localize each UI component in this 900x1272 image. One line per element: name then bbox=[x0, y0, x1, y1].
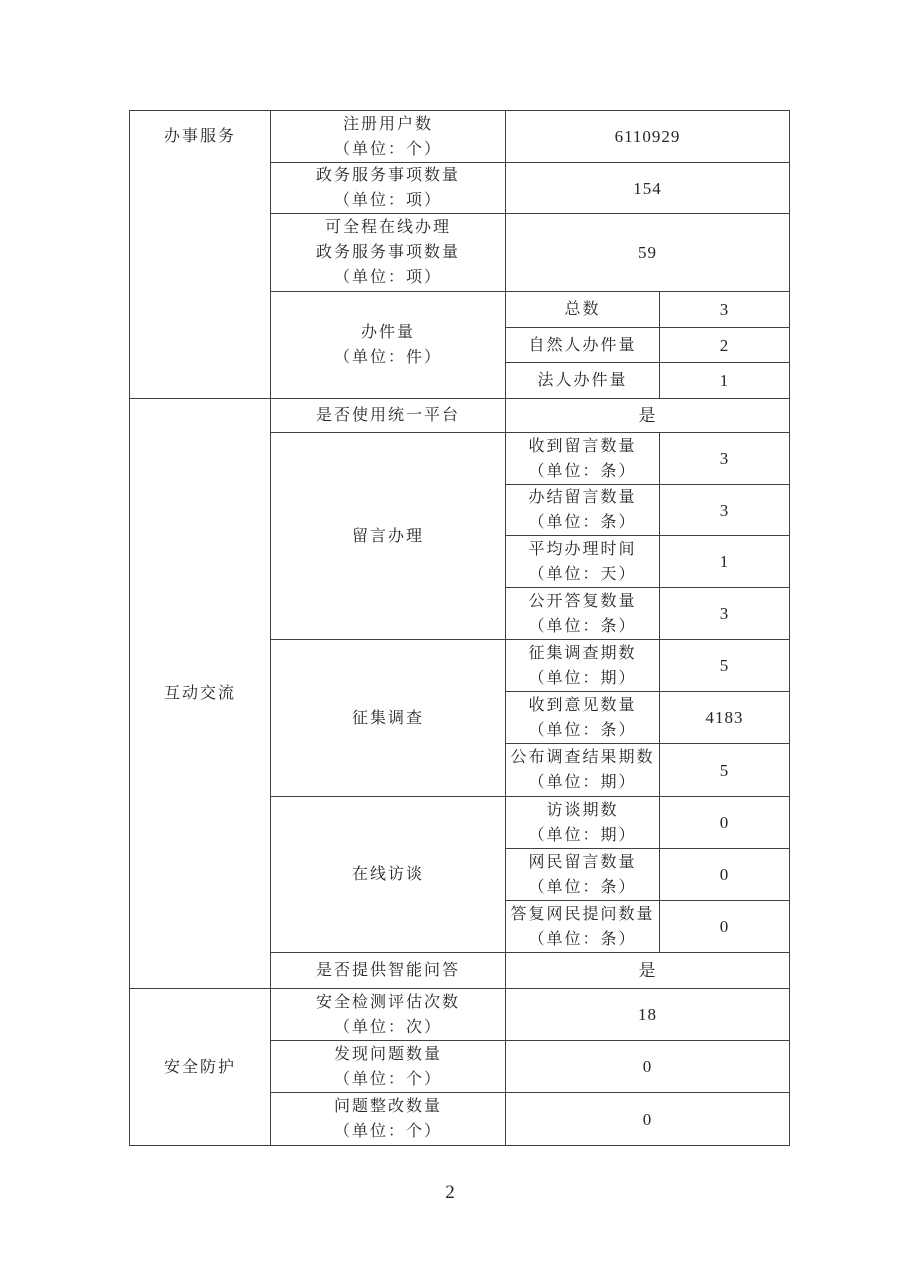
sub-row-label bbox=[506, 849, 660, 901]
row-label-line: 可全程在线办理 bbox=[324, 219, 451, 236]
row-value: 是 bbox=[506, 399, 790, 433]
sub-row-label bbox=[506, 536, 660, 588]
row-label-unit: （单位：个） bbox=[333, 140, 442, 158]
row-label bbox=[271, 989, 506, 1041]
sub-row-label-line: 办结留言数量 bbox=[528, 489, 637, 506]
group-label-hudong: 互动交流 bbox=[130, 399, 271, 989]
sub-row-value: 3 bbox=[660, 292, 790, 328]
row-label bbox=[271, 163, 506, 214]
sub-row-label-line: 访谈期数 bbox=[546, 801, 619, 819]
row-label: 是否使用统一平台 bbox=[271, 399, 506, 433]
mid-label-line: 在线访谈 bbox=[351, 866, 424, 883]
sub-row-label-unit: （单位：期） bbox=[528, 669, 637, 687]
sub-row-value: 2 bbox=[660, 328, 790, 363]
sub-row-label: 自然人办件量 bbox=[506, 328, 660, 363]
sub-row-label-unit: （单位：期） bbox=[528, 826, 637, 844]
row-value: 是 bbox=[506, 953, 790, 989]
sub-row-label: 总数 bbox=[506, 292, 660, 328]
row-label-line: 注册用户数 bbox=[342, 115, 433, 133]
row-label bbox=[271, 111, 506, 163]
row-value: 6110929 bbox=[506, 111, 790, 163]
sub-row-label-line: 网民留言数量 bbox=[528, 853, 637, 871]
row-label-line: 发现问题数量 bbox=[333, 1045, 442, 1063]
group-label-anquan: 安全防护 bbox=[130, 989, 271, 1146]
sub-row-value: 0 bbox=[660, 797, 790, 849]
row-label-line: 政务服务事项数量 bbox=[315, 167, 460, 184]
sub-row-label bbox=[506, 692, 660, 744]
sub-row-value: 3 bbox=[660, 433, 790, 485]
row-label bbox=[271, 1093, 506, 1146]
sub-row-value: 0 bbox=[660, 849, 790, 901]
mid-label-banjianliang bbox=[271, 292, 506, 399]
sub-row-value: 3 bbox=[660, 588, 790, 640]
row-label: 是否提供智能问答 bbox=[271, 953, 506, 989]
sub-row-label-line: 平均办理时间 bbox=[528, 540, 637, 558]
sub-row-label-unit: （单位：条） bbox=[528, 617, 637, 635]
sub-row-label: 法人办件量 bbox=[506, 363, 660, 399]
sub-row-label-unit: （单位：条） bbox=[528, 462, 637, 480]
sub-row-value: 1 bbox=[660, 536, 790, 588]
sub-row-label-line: 征集调查期数 bbox=[528, 644, 637, 662]
sub-row-label-line: 收到意见数量 bbox=[528, 696, 637, 714]
sub-row-label bbox=[506, 433, 660, 485]
sub-row-label-unit: （单位：条） bbox=[528, 930, 637, 948]
sub-row-value: 1 bbox=[660, 363, 790, 399]
sub-row-label bbox=[506, 588, 660, 640]
sub-row-label bbox=[506, 901, 660, 953]
sub-row-label-unit: （单位：条） bbox=[528, 514, 637, 531]
sub-row-label bbox=[506, 485, 660, 536]
sub-row-label-unit: （单位：天） bbox=[528, 565, 637, 583]
row-label-unit: （单位：项） bbox=[333, 192, 442, 209]
sub-row-label-line: 收到留言数量 bbox=[528, 437, 637, 455]
sub-row-value: 3 bbox=[660, 485, 790, 536]
row-label-unit: （单位：个） bbox=[333, 1123, 442, 1140]
annual-report-table bbox=[129, 110, 790, 1146]
row-value: 154 bbox=[506, 163, 790, 214]
row-value: 18 bbox=[506, 989, 790, 1041]
row-label-unit: （单位：个） bbox=[333, 1070, 442, 1088]
mid-label-liuyan bbox=[271, 433, 506, 640]
sub-row-value: 5 bbox=[660, 744, 790, 797]
sub-row-label-unit: （单位：期） bbox=[528, 774, 637, 791]
row-value: 0 bbox=[506, 1041, 790, 1093]
sub-row-label bbox=[506, 640, 660, 692]
sub-row-value: 0 bbox=[660, 901, 790, 953]
mid-label-fangtan bbox=[271, 797, 506, 953]
row-label-unit: （单位：次） bbox=[333, 1018, 442, 1036]
sub-row-label-line: 答复网民提问数量 bbox=[510, 905, 655, 923]
mid-label-zhengji bbox=[271, 640, 506, 797]
row-label-unit: （单位：项） bbox=[333, 269, 442, 286]
sub-row-label bbox=[506, 744, 660, 797]
row-label-line: 问题整改数量 bbox=[333, 1098, 442, 1115]
mid-label-line: 征集调查 bbox=[351, 709, 424, 727]
row-value: 59 bbox=[506, 214, 790, 292]
sub-row-value: 4183 bbox=[660, 692, 790, 744]
sub-row-label-line: 公布调查结果期数 bbox=[510, 749, 655, 766]
page-number: 2 bbox=[445, 1182, 455, 1203]
sub-row-label-unit: （单位：条） bbox=[528, 878, 637, 896]
group-label-banshi: 办事服务 bbox=[130, 111, 271, 399]
row-value: 0 bbox=[506, 1093, 790, 1146]
sub-row-label bbox=[506, 797, 660, 849]
row-label bbox=[271, 214, 506, 292]
mid-label-unit: （单位：件） bbox=[333, 349, 442, 366]
row-label bbox=[271, 1041, 506, 1093]
mid-label-line: 留言办理 bbox=[351, 527, 424, 545]
sub-row-label-line: 公开答复数量 bbox=[528, 592, 637, 610]
row-label-line: 政务服务事项数量 bbox=[315, 244, 460, 261]
mid-label-line: 办件量 bbox=[360, 324, 415, 341]
row-label-line: 安全检测评估次数 bbox=[315, 993, 460, 1011]
sub-row-value: 5 bbox=[660, 640, 790, 692]
sub-row-label-unit: （单位：条） bbox=[528, 721, 637, 739]
